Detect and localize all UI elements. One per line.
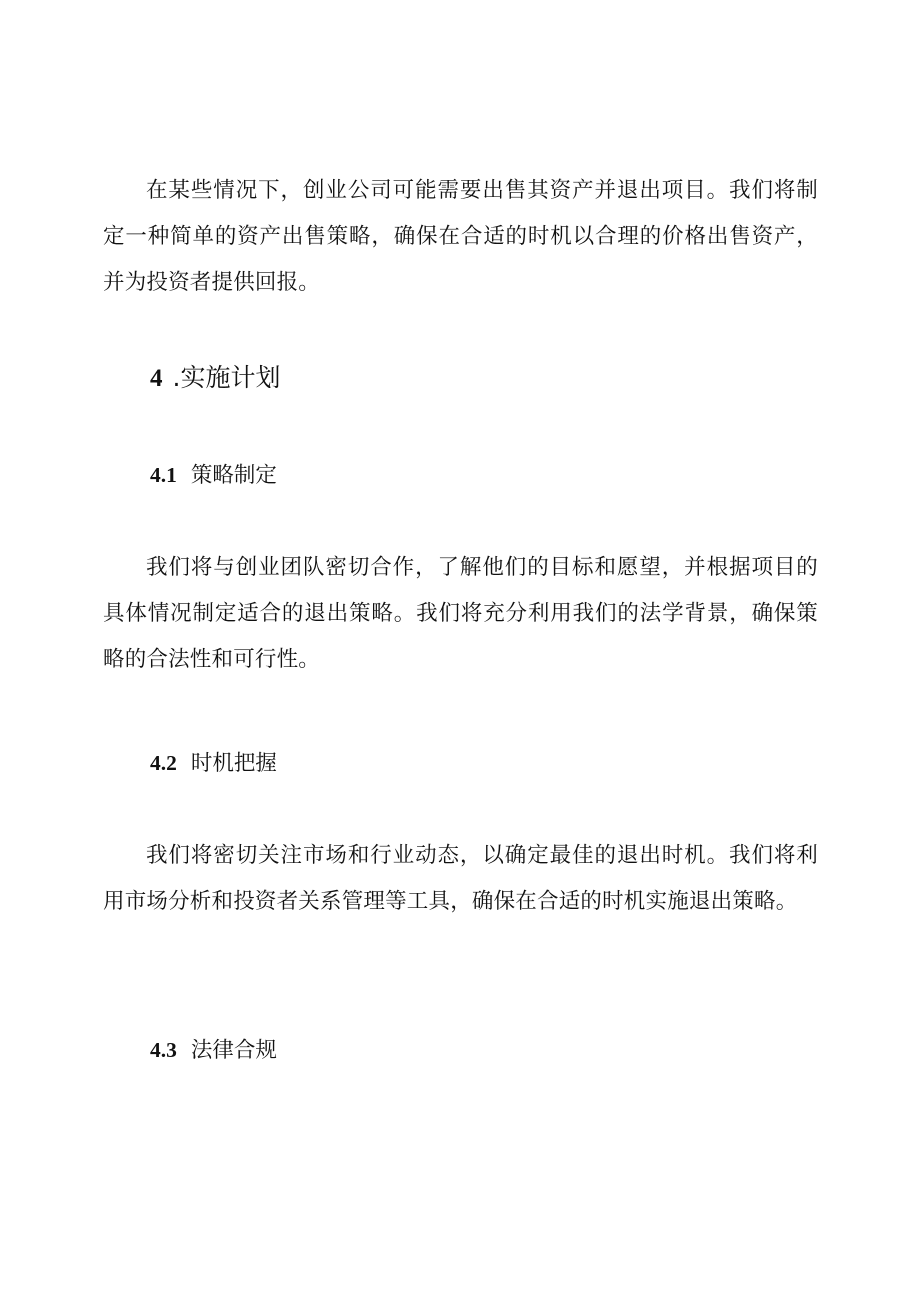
paragraph-timing: 我们将密切关注市场和行业动态，以确定最佳的退出时机。我们将利用市场分析和投资者关系管理等工具，确保在合适的时机实施退出策略。 xyxy=(103,843,818,914)
subsection-number: 4.2 xyxy=(150,751,177,775)
section-heading-implementation-plan xyxy=(150,358,280,399)
subsection-number: 4.3 xyxy=(150,1038,177,1062)
paragraph-strategy: 我们将与创业团队密切合作，了解他们的目标和愿望，并根据项目的具体情况制定适合的退出策略。我们将充分利用我们的法学背景，确保策略的合法性和可行性。 xyxy=(103,555,818,672)
subsection-title: 法律合规 xyxy=(190,1038,277,1063)
subsection-heading-timing xyxy=(150,745,277,782)
subsection-heading-legal-compliance xyxy=(150,1032,277,1069)
subsection-title: 时机把握 xyxy=(190,751,277,776)
section-title: .实施计划 xyxy=(172,363,281,392)
subsection-heading-strategy xyxy=(150,457,277,494)
subsection-title: 策略制定 xyxy=(190,463,277,488)
section-number: 4 xyxy=(150,365,163,392)
subsection-number: 4.1 xyxy=(150,463,177,487)
paragraph-asset-sale: 在某些情况下，创业公司可能需要出售其资产并退出项目。我们将制定一种简单的资产出售策略，确保在合适的时机以合理的价格出售资产，并为投资者提供回报。 xyxy=(103,178,818,295)
